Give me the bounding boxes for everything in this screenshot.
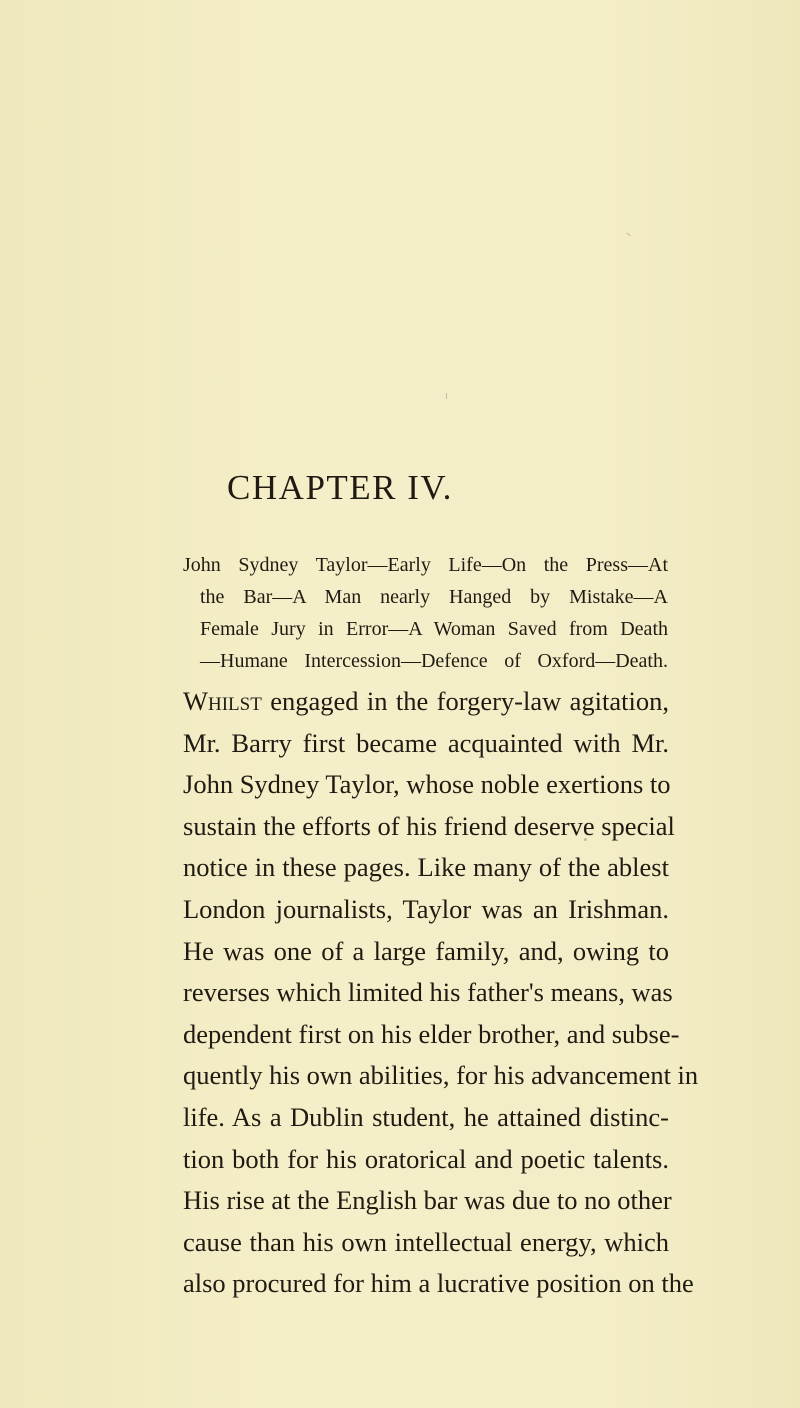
body-line: dependent first on his elder brother, and subse- (183, 1018, 680, 1049)
body-line: He was one of a large family, and, owing to (183, 935, 669, 966)
body-first-line (183, 681, 669, 723)
body-line: London journalists, Taylor was an Irishman. (183, 893, 669, 924)
body-line: John Sydney Taylor, whose noble exertions to (183, 769, 671, 800)
chapter-title: CHAPTER IV. (227, 468, 453, 507)
body-line: tion both for his oratorical and poetic talents. (183, 1143, 669, 1174)
body-line: Mr. Barry first became acquainted with Mr. (183, 727, 669, 758)
paper-speck (626, 233, 630, 237)
synopsis-line: John Sydney Taylor—Early Life—On the Press—At (183, 554, 668, 576)
opening-word: Whilst (183, 686, 262, 716)
synopsis-line: Female Jury in Error—A Woman Saved from Death (200, 618, 668, 640)
body-line: His rise at the English bar was due to no other (183, 1185, 672, 1216)
body-paragraph (183, 681, 699, 1305)
first-line-text: engaged in the forgery-law agitation, (261, 686, 669, 716)
body-line: sustain the efforts of his friend deserve special (183, 810, 675, 841)
body-line: life. As a Dublin student, he attained distinc- (183, 1101, 669, 1132)
body-line: reverses which limited his father's means, was (183, 977, 673, 1008)
body-line: notice in these pages. Like many of the ablest (183, 852, 669, 883)
body-line: also procured for him a lucrative position on the (183, 1268, 694, 1299)
body-line: quently his own abilities, for his advancement in (183, 1060, 699, 1091)
synopsis-line: the Bar—A Man nearly Hanged by Mistake—A (200, 586, 668, 608)
chapter-synopsis (183, 549, 668, 677)
synopsis-line: —Humane Intercession—Defence of Oxford—Death. (200, 650, 668, 672)
paper-speck (446, 393, 447, 399)
body-line: cause than his own intellectual energy, which (183, 1226, 669, 1257)
